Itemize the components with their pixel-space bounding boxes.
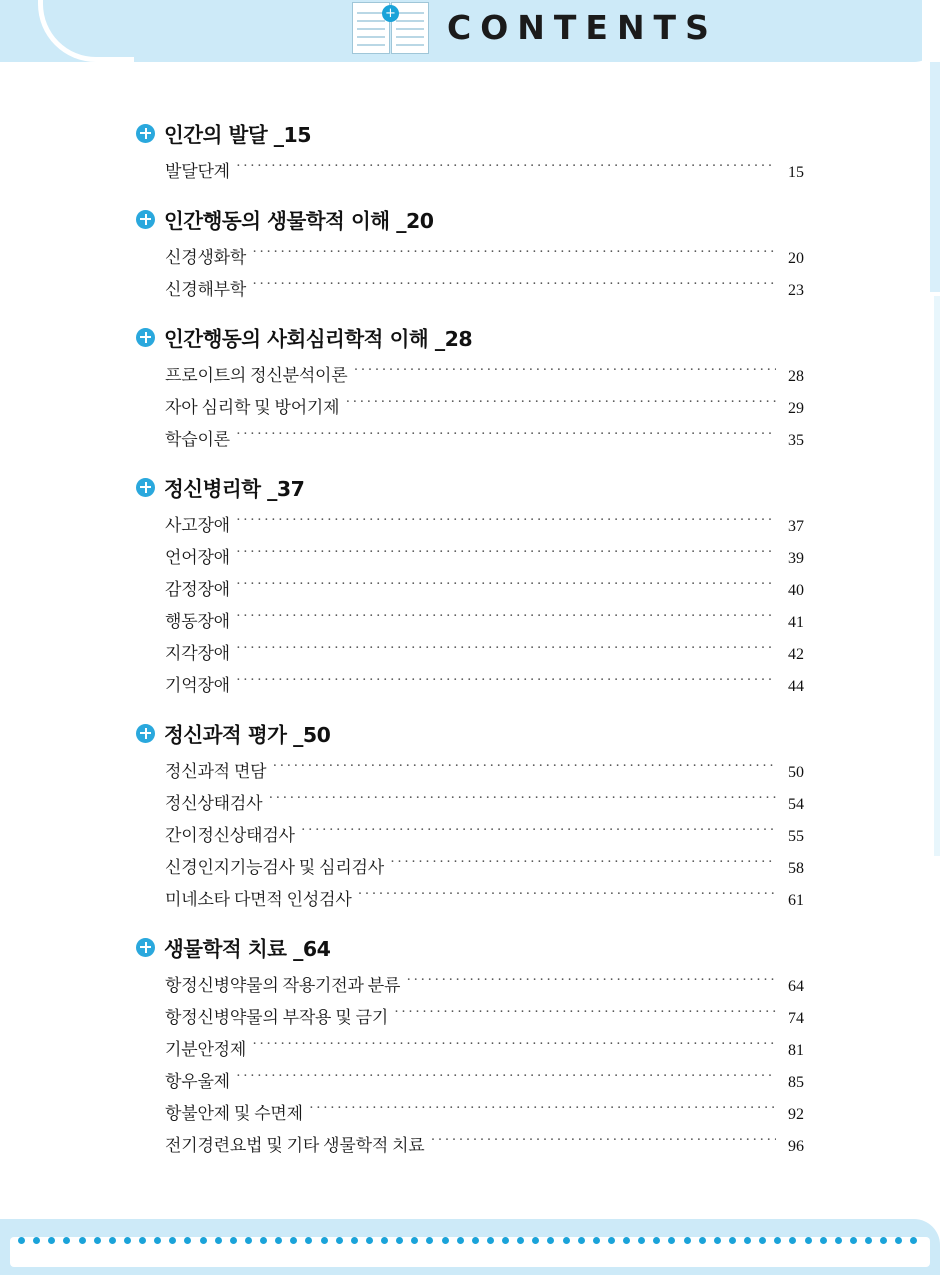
toc-chapter-header[interactable] xyxy=(136,932,804,962)
footer-dot xyxy=(426,1237,433,1244)
table-of-contents xyxy=(136,118,804,1163)
footer-dot xyxy=(351,1237,358,1244)
toc-entry-page: 58 xyxy=(788,860,804,877)
footer-dot xyxy=(729,1237,736,1244)
footer-dot xyxy=(154,1237,161,1244)
list-item[interactable] xyxy=(165,393,804,418)
list-item[interactable] xyxy=(165,361,804,386)
list-item[interactable] xyxy=(165,157,804,182)
toc-entry-title: 학습이론 xyxy=(165,430,230,449)
list-item[interactable] xyxy=(165,971,804,996)
footer-dot xyxy=(563,1237,570,1244)
right-rail-decoration-secondary xyxy=(934,296,940,856)
toc-entry-title: 신경생화학 xyxy=(165,248,247,267)
footer-dot xyxy=(638,1237,645,1244)
toc-entry-page: 44 xyxy=(788,678,804,695)
leader-dots xyxy=(272,760,776,777)
leader-dots xyxy=(236,428,776,445)
toc-entry-page: 64 xyxy=(788,978,804,995)
toc-entry-page: 40 xyxy=(788,582,804,599)
footer-dot xyxy=(578,1237,585,1244)
toc-chapter-title: 정신과적 평가 _50 xyxy=(164,723,331,747)
toc-chapter xyxy=(136,118,804,182)
footer-dot xyxy=(381,1237,388,1244)
footer-dot xyxy=(260,1237,267,1244)
footer-dot xyxy=(200,1237,207,1244)
toc-entry-title: 신경인지기능검사 및 심리검사 xyxy=(165,858,384,877)
footer-dot xyxy=(321,1237,328,1244)
toc-entry-title: 사고장애 xyxy=(165,516,230,535)
footer-dot xyxy=(880,1237,887,1244)
toc-chapter-title: 생물학적 치료 _64 xyxy=(164,937,331,961)
header-band-corner xyxy=(906,0,940,62)
footer-dot xyxy=(63,1237,70,1244)
toc-entry-title: 행동장애 xyxy=(165,612,230,631)
toc-entry-page: 42 xyxy=(788,646,804,663)
list-item[interactable] xyxy=(165,671,804,696)
toc-entry-title: 발달단계 xyxy=(165,162,230,181)
footer-dot xyxy=(230,1237,237,1244)
toc-entry-page: 39 xyxy=(788,550,804,567)
toc-entry-title: 항정신병약물의 작용기전과 분류 xyxy=(165,976,401,995)
footer-dot xyxy=(442,1237,449,1244)
toc-chapter-title: 인간행동의 사회심리학적 이해 _28 xyxy=(164,327,473,351)
toc-chapter-title: 정신병리학 _37 xyxy=(164,477,305,501)
toc-entry-title: 간이정신상태검사 xyxy=(165,826,295,845)
book-rule-icon xyxy=(357,20,385,22)
toc-entry-title: 기억장애 xyxy=(165,676,230,695)
toc-entry-page: 74 xyxy=(788,1010,804,1027)
toc-entry-title: 지각장애 xyxy=(165,644,230,663)
footer-dot xyxy=(396,1237,403,1244)
book-rule-icon xyxy=(357,28,385,30)
toc-chapter-header[interactable] xyxy=(136,322,804,352)
list-item[interactable] xyxy=(165,1067,804,1092)
leader-dots xyxy=(252,1038,776,1055)
toc-entry-page: 92 xyxy=(788,1106,804,1123)
toc-chapter-header[interactable] xyxy=(136,472,804,502)
toc-entry-title: 항우울제 xyxy=(165,1072,230,1091)
footer-dot xyxy=(33,1237,40,1244)
footer-dot xyxy=(457,1237,464,1244)
list-item[interactable] xyxy=(165,425,804,450)
list-item[interactable] xyxy=(165,1099,804,1124)
footer-dot xyxy=(245,1237,252,1244)
leader-dots xyxy=(252,246,776,263)
book-rule-icon xyxy=(357,44,385,46)
toc-chapter xyxy=(136,322,804,450)
leader-dots xyxy=(406,974,776,991)
toc-entry-title: 기분안정제 xyxy=(165,1040,247,1059)
book-rule-icon xyxy=(396,20,424,22)
footer-dot xyxy=(290,1237,297,1244)
footer-dot xyxy=(759,1237,766,1244)
book-rule-icon xyxy=(357,36,385,38)
book-icon xyxy=(352,2,430,54)
toc-chapter xyxy=(136,204,804,300)
footer-dot xyxy=(608,1237,615,1244)
footer-dot xyxy=(547,1237,554,1244)
list-item[interactable] xyxy=(165,275,804,300)
leader-dots xyxy=(301,824,776,841)
footer-dot xyxy=(668,1237,675,1244)
book-rule-icon xyxy=(357,12,385,14)
footer-dot xyxy=(835,1237,842,1244)
footer-dot xyxy=(910,1237,917,1244)
footer-dot xyxy=(895,1237,902,1244)
toc-entry-page: 15 xyxy=(788,164,804,181)
footer-dot xyxy=(532,1237,539,1244)
toc-entry-page: 61 xyxy=(788,892,804,909)
list-item[interactable] xyxy=(165,885,804,910)
book-rule-icon xyxy=(396,28,424,30)
toc-entry-page: 20 xyxy=(788,250,804,267)
footer-dot xyxy=(744,1237,751,1244)
book-rule-icon xyxy=(396,44,424,46)
footer-dot xyxy=(109,1237,116,1244)
plus-circle-icon xyxy=(136,210,155,229)
toc-entry-page: 81 xyxy=(788,1042,804,1059)
footer-dot xyxy=(94,1237,101,1244)
toc-entry-title: 항불안제 및 수면제 xyxy=(165,1104,303,1123)
footer-dot xyxy=(623,1237,630,1244)
leader-dots xyxy=(309,1102,776,1119)
plus-badge-icon: + xyxy=(382,5,399,22)
list-item[interactable] xyxy=(165,511,804,536)
leader-dots xyxy=(236,514,776,531)
toc-entry-title: 신경해부학 xyxy=(165,280,247,299)
toc-entry-page: 55 xyxy=(788,828,804,845)
plus-circle-icon xyxy=(136,478,155,497)
footer-dot xyxy=(48,1237,55,1244)
list-item[interactable] xyxy=(165,789,804,814)
toc-entry-title: 자아 심리학 및 방어기제 xyxy=(165,398,340,417)
page-title: CONTENTS xyxy=(447,8,718,47)
toc-entry-page: 29 xyxy=(788,400,804,417)
footer-dot-row xyxy=(18,1237,918,1247)
toc-entry-page: 85 xyxy=(788,1074,804,1091)
footer-dot xyxy=(124,1237,131,1244)
leader-dots xyxy=(236,674,776,691)
footer-dot xyxy=(517,1237,524,1244)
leader-dots xyxy=(390,856,776,873)
footer-dot xyxy=(865,1237,872,1244)
list-item[interactable] xyxy=(165,1003,804,1028)
leader-dots xyxy=(252,278,776,295)
footer-dot xyxy=(184,1237,191,1244)
footer-dot xyxy=(18,1237,25,1244)
toc-entry-title: 미네소타 다면적 인성검사 xyxy=(165,890,352,909)
footer-dot xyxy=(366,1237,373,1244)
leader-dots xyxy=(236,546,776,563)
toc-chapter-title: 인간행동의 생물학적 이해 _20 xyxy=(164,209,434,233)
toc-chapter xyxy=(136,718,804,910)
leader-dots xyxy=(236,642,776,659)
toc-entry-page: 28 xyxy=(788,368,804,385)
toc-entry-title: 전기경련요법 및 기타 생물학적 치료 xyxy=(165,1136,425,1155)
leader-dots xyxy=(236,160,776,177)
leader-dots xyxy=(268,792,776,809)
footer-dot xyxy=(593,1237,600,1244)
toc-entry-title: 언어장애 xyxy=(165,548,230,567)
footer-dot xyxy=(502,1237,509,1244)
toc-entry-page: 50 xyxy=(788,764,804,781)
toc-chapter xyxy=(136,932,804,1156)
footer-dot xyxy=(699,1237,706,1244)
toc-entry-page: 37 xyxy=(788,518,804,535)
list-item[interactable] xyxy=(165,757,804,782)
footer-dot xyxy=(684,1237,691,1244)
list-item[interactable] xyxy=(165,607,804,632)
footer-dot xyxy=(305,1237,312,1244)
toc-entry-page: 54 xyxy=(788,796,804,813)
footer-dot xyxy=(79,1237,86,1244)
footer-dot xyxy=(714,1237,721,1244)
toc-chapter-title: 인간의 발달 _15 xyxy=(164,123,312,147)
footer-dot xyxy=(139,1237,146,1244)
leader-dots xyxy=(431,1134,776,1151)
book-rule-icon xyxy=(396,36,424,38)
list-item[interactable] xyxy=(165,853,804,878)
toc-entry-title: 정신과적 면담 xyxy=(165,762,267,781)
leader-dots xyxy=(345,396,776,413)
footer-dot xyxy=(169,1237,176,1244)
leader-dots xyxy=(236,578,776,595)
plus-circle-icon xyxy=(136,328,155,347)
list-item[interactable] xyxy=(165,639,804,664)
plus-circle-icon xyxy=(136,724,155,743)
toc-entry-title: 감정장애 xyxy=(165,580,230,599)
list-item[interactable] xyxy=(165,1131,804,1156)
footer-dot xyxy=(774,1237,781,1244)
book-rule-icon xyxy=(396,12,424,14)
footer-dot xyxy=(653,1237,660,1244)
footer-dot xyxy=(850,1237,857,1244)
footer-dot xyxy=(487,1237,494,1244)
right-rail-decoration xyxy=(930,62,940,292)
footer-dot xyxy=(215,1237,222,1244)
toc-entry-page: 35 xyxy=(788,432,804,449)
footer-dot xyxy=(805,1237,812,1244)
list-item[interactable] xyxy=(165,821,804,846)
toc-entry-page: 41 xyxy=(788,614,804,631)
footer-dot xyxy=(789,1237,796,1244)
footer-dot xyxy=(472,1237,479,1244)
list-item[interactable] xyxy=(165,575,804,600)
footer-band xyxy=(0,1219,940,1275)
toc-entry-title: 프로이트의 정신분석이론 xyxy=(165,366,348,385)
leader-dots xyxy=(394,1006,776,1023)
footer-dot xyxy=(411,1237,418,1244)
leader-dots xyxy=(236,610,776,627)
list-item[interactable] xyxy=(165,1035,804,1060)
toc-entry-page: 96 xyxy=(788,1138,804,1155)
plus-circle-icon xyxy=(136,124,155,143)
toc-chapter-header[interactable] xyxy=(136,118,804,148)
footer-dot xyxy=(820,1237,827,1244)
toc-entry-page: 23 xyxy=(788,282,804,299)
footer-dot xyxy=(275,1237,282,1244)
leader-dots xyxy=(358,888,776,905)
list-item[interactable] xyxy=(165,543,804,568)
footer-dot xyxy=(336,1237,343,1244)
toc-entry-title: 정신상태검사 xyxy=(165,794,263,813)
list-item[interactable] xyxy=(165,243,804,268)
leader-dots xyxy=(236,1070,776,1087)
toc-chapter-header[interactable] xyxy=(136,718,804,748)
toc-chapter xyxy=(136,472,804,696)
plus-circle-icon xyxy=(136,938,155,957)
toc-entry-title: 항정신병약물의 부작용 및 금기 xyxy=(165,1008,389,1027)
toc-chapter-header[interactable] xyxy=(136,204,804,234)
leader-dots xyxy=(354,364,777,381)
